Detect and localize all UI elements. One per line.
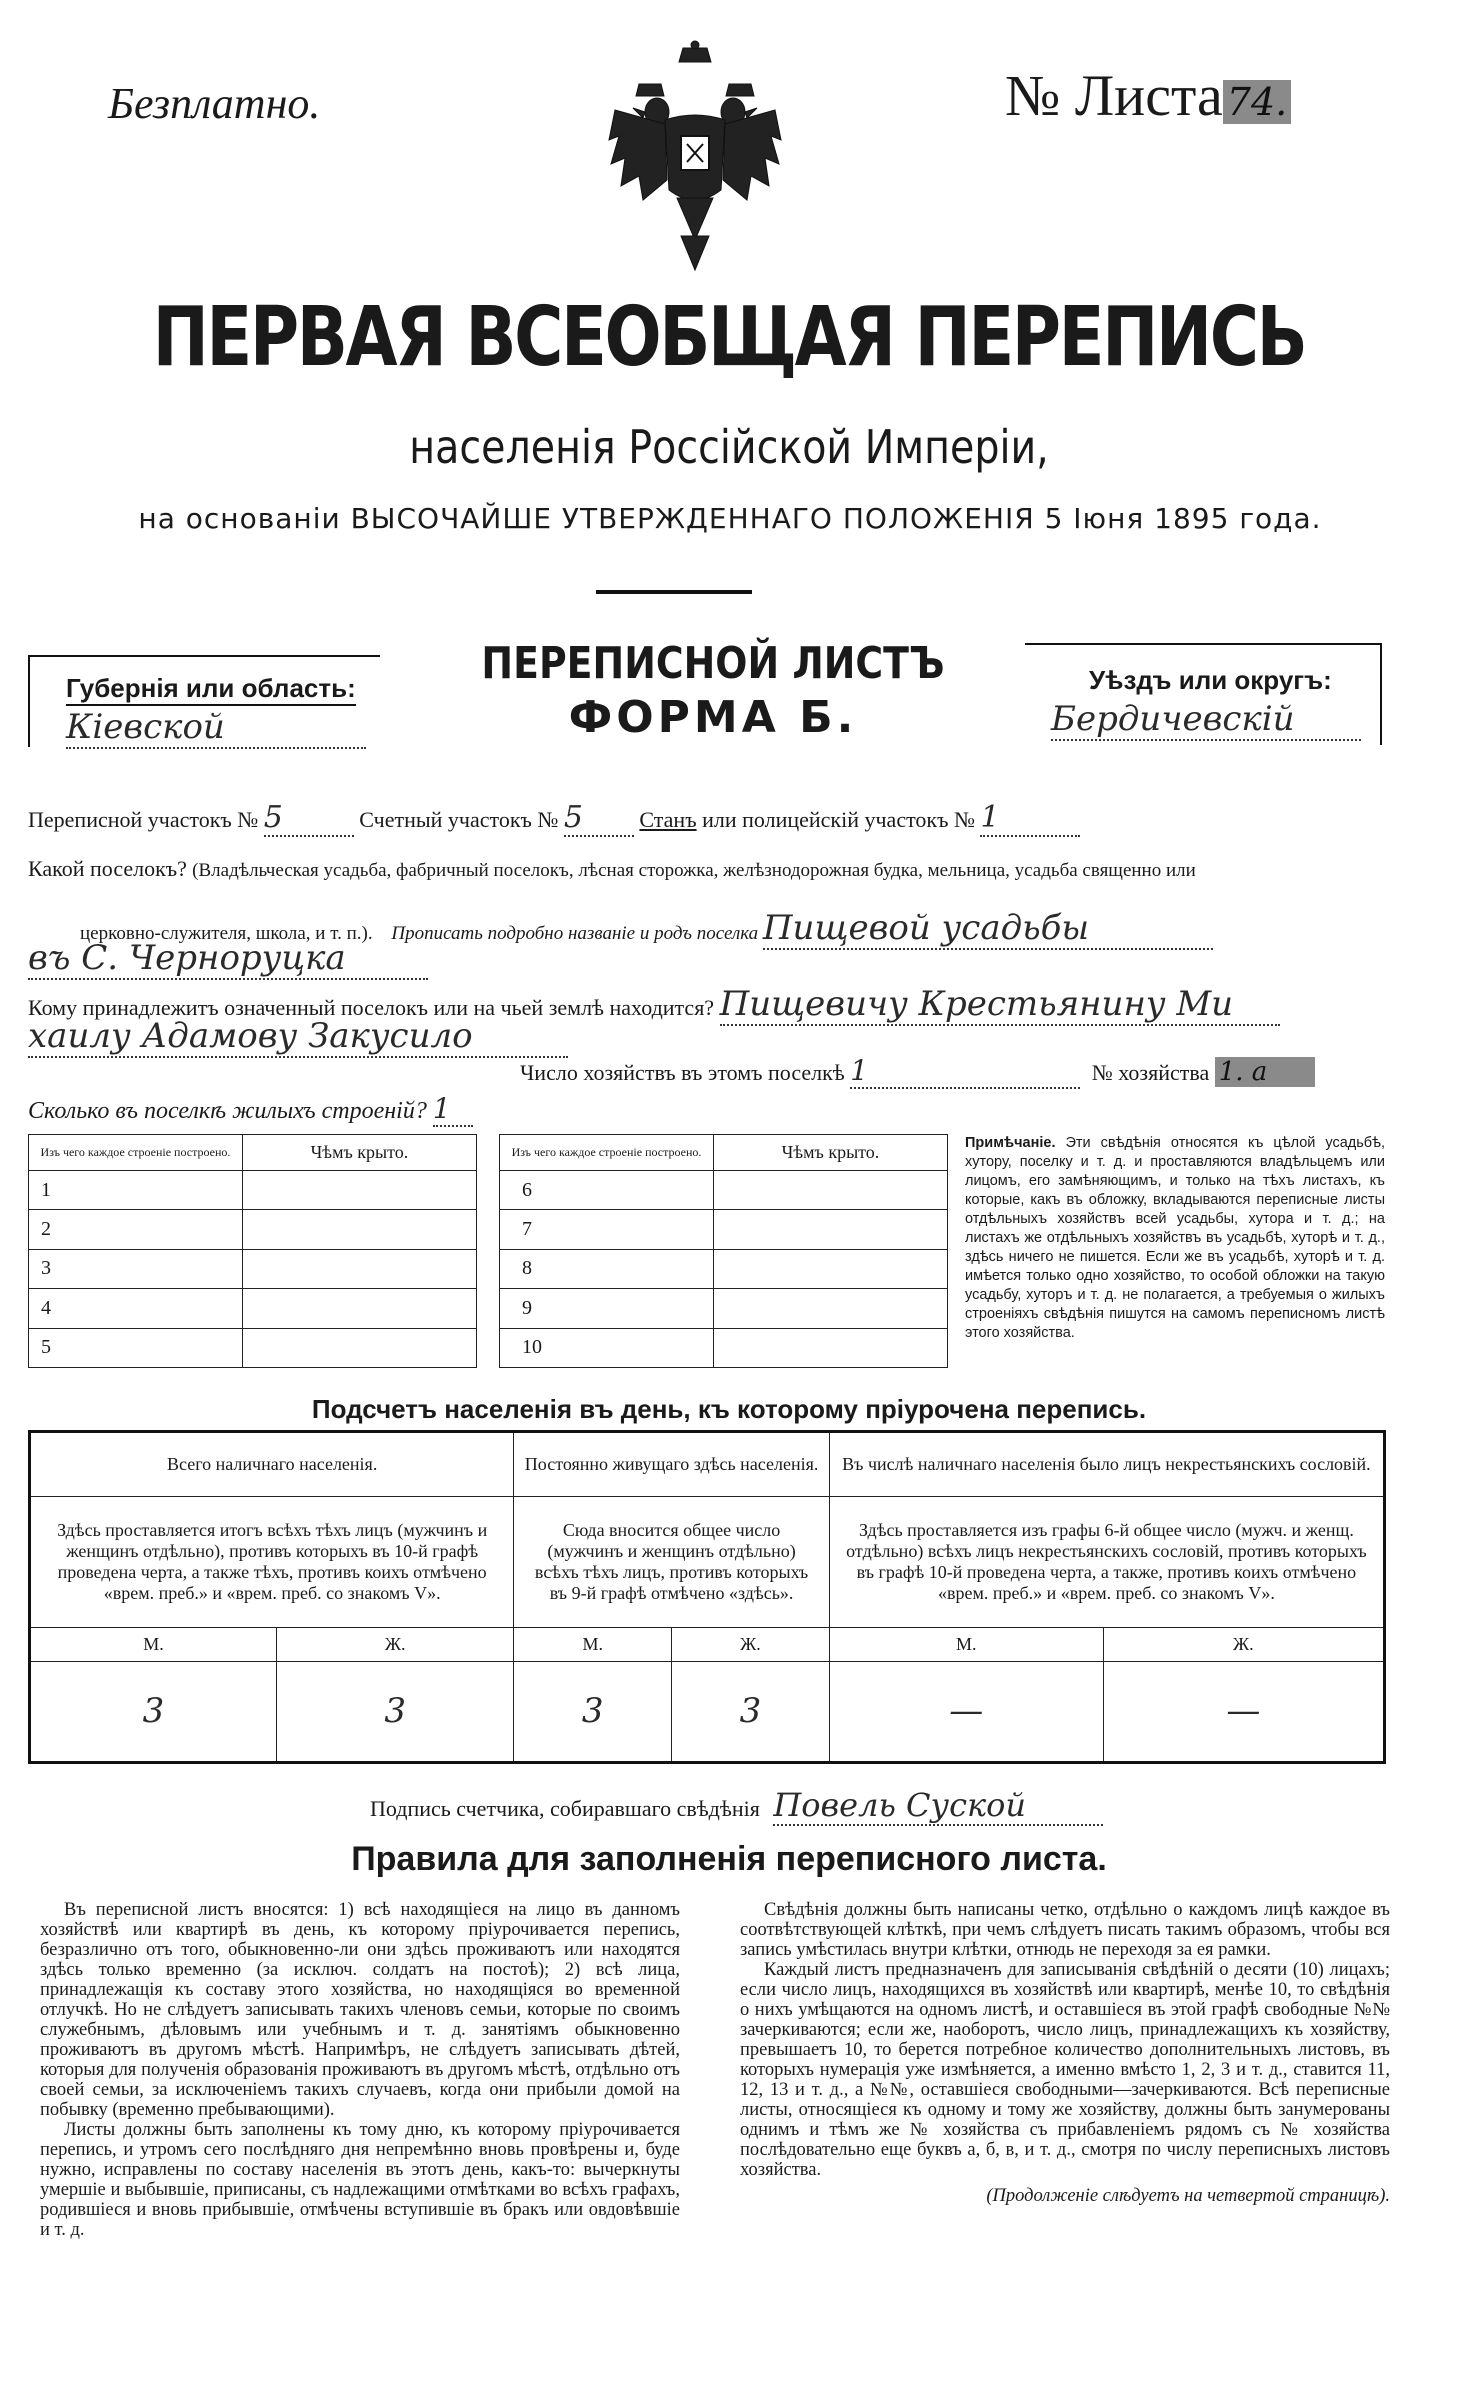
count-value: 3 [276,1662,513,1763]
buildings-label: Сколько въ поселкѣ жилыхъ строеній? [28,1098,427,1124]
count-value: — [829,1662,1103,1763]
col-roof-header-2: Чѣмъ крыто. [713,1135,947,1171]
police-value: 1 [980,800,1080,837]
signature-value: Повель Суской [773,1786,1103,1826]
settlement-instruction: Прописать подробно названіе и родъ поселка [391,923,759,944]
free-label: Безплатно. [108,79,321,128]
table-row [29,1328,948,1367]
settlement-label: Какой поселокъ? [28,856,187,881]
row-number: 5 [29,1328,243,1367]
buildings-value: 1 [433,1092,473,1127]
households-line [520,1054,1315,1089]
row-number: 4 [29,1289,243,1328]
count-value: 3 [514,1662,672,1763]
settlement-hint-2: церковно-служителя, школа, и т. п.). [80,923,373,944]
sheet-title-box [393,632,1033,744]
col3-title: Въ числѣ наличнаго населенія было лицъ некрестьянскихъ сословій. [829,1432,1384,1497]
count-value: 3 [30,1662,277,1763]
row-number: 10 [500,1328,714,1367]
row-number: 8 [500,1249,714,1288]
rules-right-p2: Каждый листъ предназначенъ для записыванія свѣдѣній о десяти (10) лицахъ; если число лицъ, находящихся въ хозяйствѣ или квартирѣ, менѣе 10, то свѣдѣнія о нихъ умѣщаются на одномъ листѣ, и оставшіеся въ этой графѣ свободные №№ зачеркиваются; если же, наоборотъ, число лицъ, принадлежащихъ къ хозяйству, превышаетъ 10, то берется потребное количество дополнительныхъ листовъ, въ которыхъ нумерація уже измѣняется, а именно вмѣсто 1, 2, 3 и т. д., ставится 11, 12, 13 и т. д., а №№, оставшіеся свободными—зачеркиваются. Всѣ переписные листы, относящіеся къ одному и тому же хозяйству, должны быть занумерованы однимъ и тѣмъ же № хозяйства съ прибавленіемъ рядомъ съ № хозяйства послѣдовательно еще буквъ а, б, в, и т. д., смотря по числу переписныхъ листовъ хозяйства. [740,1960,1390,2180]
household-no-label: № хозяйства [1091,1060,1210,1085]
row-number: 9 [500,1289,714,1328]
buildings-line [28,1092,473,1127]
row-number: 1 [29,1171,243,1210]
col2-title: Постоянно живущаго здѣсь населенія. [514,1432,830,1497]
table-row [29,1249,948,1288]
province-box [28,655,380,747]
table-row [29,1289,948,1328]
table-row [29,1210,948,1249]
sheet-number-value: 74. [1223,80,1291,124]
legal-basis: на основаніи ВЫСОЧАЙШЕ УТВЕРЖДЕННАГО ПОЛОЖЕНІЯ 5 Іюня 1895 года. [138,502,1322,535]
owner-label: Кому принадлежитъ означенный поселокъ или на чьей землѣ находится? [28,995,715,1020]
male-header: М. [829,1627,1103,1661]
counting-section-value: 5 [564,800,634,837]
male-header: М. [30,1627,277,1661]
rules-left-p2: Листы должны быть заполнены къ тому дню, къ которому пріурочивается перепись, и утромъ сего послѣдняго дня непремѣнно вновь провѣрены и, буде нужно, исправлены по составу населенія въ этотъ день, какъ-то: вычеркнуты умершіе и выбывшіе, приписаны, съ надлежащими отмѣтками во всѣхъ графахъ, родившіеся и вновь прибывшіе, отмѣчены вступившіе въ бракъ или овдовѣвшіе и т. д. [40,2120,680,2240]
signature-label: Подпись счетчика, собиравшаго свѣдѣнія [370,1796,760,1821]
female-header: Ж. [276,1627,513,1661]
province-label: Губернія или область: [66,673,356,706]
female-header: Ж. [672,1627,830,1661]
row-number: 3 [29,1249,243,1288]
note-block [965,1134,1385,1343]
col1-text: Здѣсь проставляется итогъ всѣхъ тѣхъ лицъ (мужчинъ и женщинъ отдѣльно), противъ которыхъ въ 10-й графѣ проведена черта, а также тѣхъ, противъ коихъ отмѣчено «врем. преб.» и «врем. преб. со знакомъ V». [30,1496,514,1627]
imperial-eagle-emblem [595,40,795,280]
count-value: — [1103,1662,1384,1763]
province-value: Кіевской [66,707,366,749]
rules-right-p1: Свѣдѣнія должны быть написаны четко, отдѣльно о каждомъ лицѣ каждое въ соотвѣтствующей клѣткѣ, при чемъ слѣдуетъ писать такимъ образомъ, чтобы вся запись умѣстилась внутри клѣтки, отнюдь не переходя за ея рамки. [740,1900,1390,1960]
population-count-table [28,1430,1386,1764]
sheet-number [1005,62,1291,129]
settlement-value-1: Пищевой усадьбы [763,908,1213,950]
census-subtitle: населенія Россійской Имперіи, [409,420,1049,474]
note-text: Эти свѣдѣнія относятся къ цѣлой усадьбѣ, хутору, поселку и т. д. и проставляются владѣльцемъ или лицомъ, его замѣняющимъ, и только на тѣхъ листахъ, къ которые, какъ въ обложку, вкладываются переписные листы отдѣльныхъ хозяйствъ всей усадьбы, хутора и т. д.; на листахъ же отдѣльныхъ хозяйствъ въ усадьбѣ, хуторѣ и т. д., здѣсь ничего не пишется. Если же въ усадьбѣ, хуторѣ и т. д. имѣется только одно хозяйство, то особой обложки на такую усадьбу, хуторъ и т. д. не полагается, а требуемыя о жилыхъ строеніяхъ свѣдѣнія пишутся на самомъ переписномъ листѣ этого хозяйства. [965,1135,1386,1341]
form-title: ФОРМА Б. [568,692,858,743]
household-no-value: 1. а [1215,1057,1315,1087]
rules-left-column [40,1900,680,2240]
col-material-header: Изъ чего каждое строеніе построено. [29,1135,243,1171]
settlement-value-2: въ С. Черноруцка [28,938,428,980]
col3-text: Здѣсь проставляется изъ графы 6-й общее число (мужч. и женщ. отдѣльно) всѣхъ лицъ некрестьянскихъ сословій, противъ которыхъ въ графѣ 10-й проведена черта, а также, противъ коихъ отмѣчено «врем. преб.» и «врем. преб. со знакомъ V». [829,1496,1384,1627]
female-header: Ж. [1103,1627,1384,1661]
sheet-number-label: № Листа [1005,63,1223,128]
rules-left-p1: Въ переписной листъ вносятся: 1) всѣ находящіеся на лицо въ данномъ хозяйствѣ или квартирѣ въ день, къ которому пріурочивается перепись, безразлично отъ того, обыкновенно-ли они здѣсь проживаютъ или находятся здѣсь только временно (за исключ. солдатъ на постоѣ); 2) всѣ лица, принадлежащія къ составу этого хозяйства, но находящіяся во временной отлучкѣ. Но не слѣдуетъ записывать такихъ членовъ семьи, которые по своимъ служебнымъ, дѣловымъ или учебнымъ и т. д. занятіямъ обыкновенно проживаютъ въ другомъ мѣстѣ. Напримѣръ, не слѣдуетъ записывать дѣтей, которыя для полученія образованія проживаютъ въ другомъ мѣстѣ, отдѣльно отъ своей семьи, за исключеніемъ такихъ случаевъ, когда они прибыли домой на побывку (временно пребывающими). [40,1900,680,2120]
police-label: или полицейскій участокъ № [702,807,975,832]
stan-label: Станъ [639,807,697,832]
census-line [28,800,1080,837]
col1-title: Всего наличнаго населенія. [30,1432,514,1497]
count-heading: Подсчетъ населенія въ день, къ которому пріурочена перепись. [311,1394,1147,1424]
row-number: 7 [500,1210,714,1249]
households-label: Число хозяйствъ въ этомъ поселкѣ [520,1060,845,1085]
note-title: Примѣчаніе. [965,1135,1056,1151]
col-material-header-2: Изъ чего каждое строеніе построено. [500,1135,714,1171]
buildings-table [28,1134,948,1368]
settlement-line [28,856,1388,882]
sheet-title: ПЕРЕПИСНОЙ ЛИСТЪ [481,638,945,689]
owner-value-2: хаилу Адамову Закусило [28,1016,568,1058]
rules-heading: Правила для заполненія переписного листа. [351,1840,1107,1878]
settlement-hint: (Владѣльческая усадьба, фабричный поселокъ, лѣсная сторожка, желѣзнодорожная будка, мельница, усадьба священно или [192,860,1196,881]
signature-line [370,1786,1103,1826]
row-number: 2 [29,1210,243,1249]
row-number: 6 [500,1171,714,1210]
rules-continued: (Продолженіе слѣдуетъ на четвертой страницѣ). [986,2186,1390,2206]
divider [596,590,752,594]
census-section-value: 5 [264,800,354,837]
district-label: Уѣздъ или округъ: [1089,665,1332,695]
rules-right-column [740,1900,1390,2206]
district-value: Бердичевскій [1051,699,1361,741]
table-row [29,1171,948,1210]
census-title: ПЕРВАЯ ВСЕОБЩАЯ ПЕРЕПИСЬ [152,290,1306,385]
district-box [1025,643,1382,745]
households-value: 1 [850,1054,1080,1089]
col-roof-header: Чѣмъ крыто. [242,1135,476,1171]
col2-text: Сюда вносится общее число (мужчинъ и женщинъ отдѣльно) всѣхъ тѣхъ лицъ, противъ которыхъ въ 9-й графѣ отмѣчено «здѣсь». [514,1496,830,1627]
male-header: М. [514,1627,672,1661]
count-value: 3 [672,1662,830,1763]
census-section-label: Переписной участокъ № [28,807,259,832]
counting-section-label: Счетный участокъ № [359,807,559,832]
owner-value-1: Пищевичу Крестьянину Ми [720,984,1280,1026]
